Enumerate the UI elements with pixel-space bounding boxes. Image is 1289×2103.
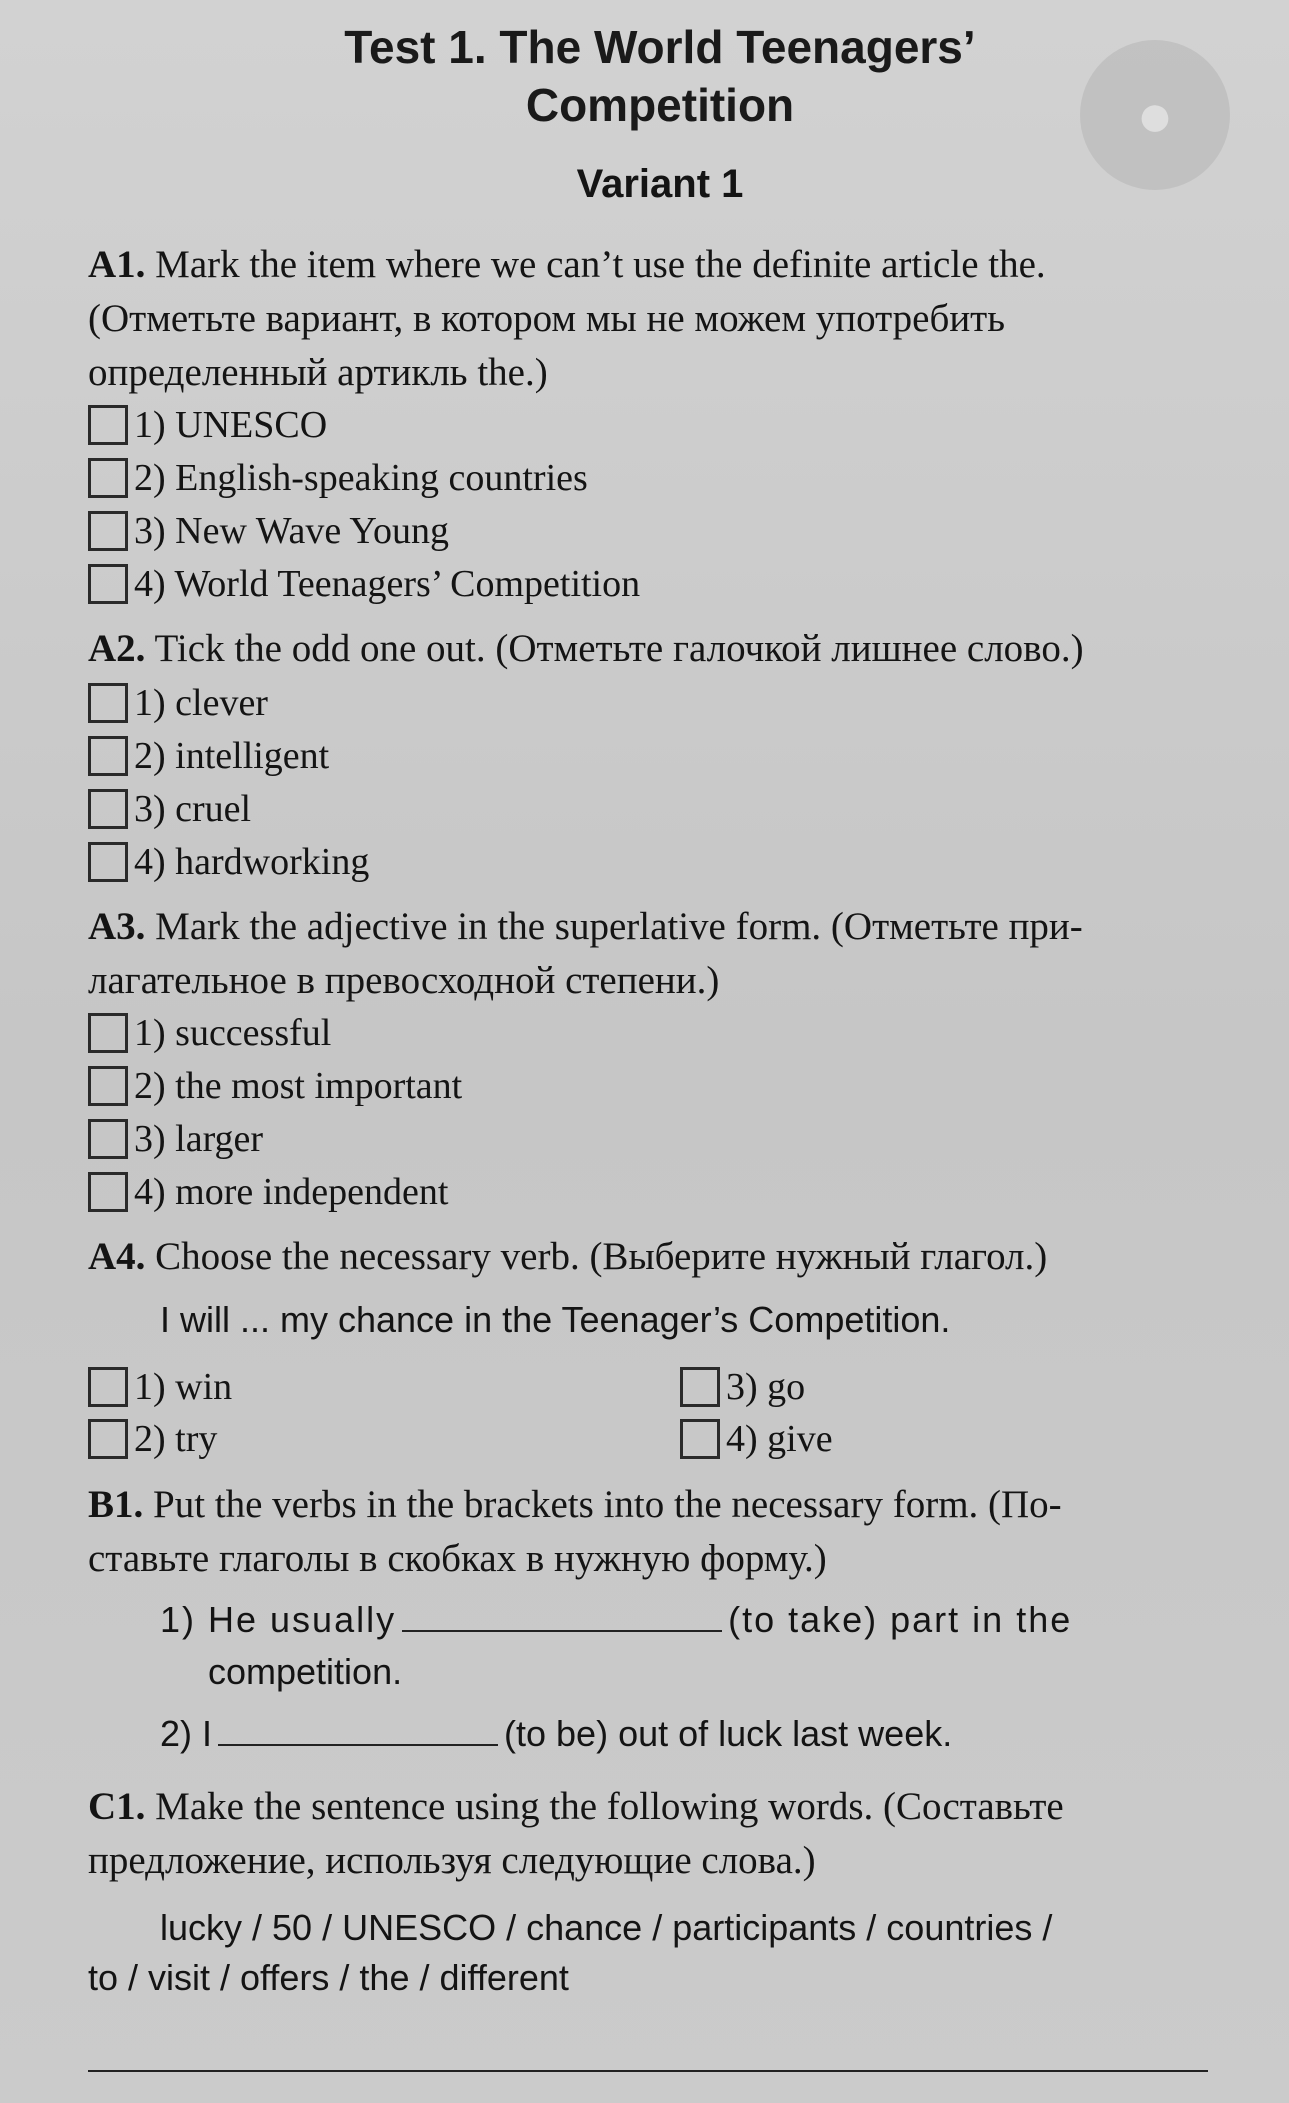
checkbox[interactable] xyxy=(88,683,128,723)
c1-text-line2: предложение, используя следующие слова.) xyxy=(88,1839,816,1882)
c1-label: C1. xyxy=(88,1785,146,1828)
checkbox[interactable] xyxy=(88,564,128,604)
a1-label: A1. xyxy=(88,243,146,286)
checkbox[interactable] xyxy=(680,1367,720,1407)
a1-option-3[interactable] xyxy=(88,508,449,554)
variant-heading: Variant 1 xyxy=(576,162,744,206)
answer-blank[interactable] xyxy=(402,1629,722,1632)
option-label: 1) successful xyxy=(134,1012,332,1054)
checkbox[interactable] xyxy=(88,789,128,829)
checkbox[interactable] xyxy=(88,842,128,882)
checkbox[interactable] xyxy=(88,1066,128,1106)
checkbox[interactable] xyxy=(88,736,128,776)
a4-question xyxy=(88,1230,1208,1284)
answer-blank[interactable] xyxy=(218,1743,498,1746)
checkbox[interactable] xyxy=(88,1119,128,1159)
checkbox[interactable] xyxy=(88,458,128,498)
option-label: 3) go xyxy=(726,1366,806,1408)
option-label: 4) give xyxy=(726,1418,833,1460)
option-label: 4) World Teenagers’ Competition xyxy=(134,563,641,605)
option-label: 1) UNESCO xyxy=(134,404,328,446)
a2-label: A2. xyxy=(88,627,146,670)
a2-option-2[interactable] xyxy=(88,733,329,779)
option-label: 1) win xyxy=(134,1366,233,1408)
page-title-line2: Competition xyxy=(525,79,795,131)
option-label: 3) larger xyxy=(134,1118,264,1160)
c1-text-line1: Make the sentence using the following words. (Составьте xyxy=(155,1785,1064,1828)
a4-label: A4. xyxy=(88,1235,146,1278)
a1-text-line1: Mark the item where we can’t use the definite article the. xyxy=(155,243,1046,286)
a2-option-3[interactable] xyxy=(88,786,251,832)
a2-question xyxy=(88,622,1208,676)
a4-option-3[interactable] xyxy=(680,1364,805,1410)
b1-item2-end: (to be) out of luck last week. xyxy=(504,1713,953,1754)
checkbox[interactable] xyxy=(680,1419,720,1459)
a4-text: Choose the necessary verb. (Выберите нужный глагол.) xyxy=(155,1235,1048,1278)
c1-words-line2: to / visit / offers / the / different xyxy=(88,1957,569,1998)
a3-option-1[interactable] xyxy=(88,1010,331,1056)
a4-option-1[interactable] xyxy=(88,1364,232,1410)
option-label: 1) clever xyxy=(134,682,268,724)
option-label: 2) intelligent xyxy=(134,735,330,777)
a2-option-4[interactable] xyxy=(88,839,369,885)
a4-option-4[interactable] xyxy=(680,1416,833,1462)
answer-line[interactable] xyxy=(88,2070,1208,2072)
a1-text-line3: определенный артикль the.) xyxy=(88,351,548,394)
b1-item1-start: 1) He usually xyxy=(160,1599,397,1640)
option-label: 2) try xyxy=(134,1418,218,1460)
b1-item-2 xyxy=(160,1710,952,1758)
b1-item1-end: (to take) part in the xyxy=(728,1599,1073,1640)
a2-text: Tick the odd one out. (Отметьте галочкой лишнее слово.) xyxy=(154,627,1084,670)
b1-item-1 xyxy=(160,1596,1210,1644)
a3-option-3[interactable] xyxy=(88,1116,263,1162)
option-label: 4) hardworking xyxy=(134,841,370,883)
option-label: 2) the most important xyxy=(134,1065,463,1107)
a1-option-1[interactable] xyxy=(88,402,327,448)
c1-words-line1: lucky / 50 / UNESCO / chance / participants / countries / xyxy=(160,1907,1053,1948)
a1-option-2[interactable] xyxy=(88,455,588,501)
b1-label: B1. xyxy=(88,1483,144,1526)
checkbox[interactable] xyxy=(88,405,128,445)
checkbox[interactable] xyxy=(88,511,128,551)
option-label: 4) more independent xyxy=(134,1171,449,1213)
checkbox[interactable] xyxy=(88,1367,128,1407)
b1-text-line2: ставьте глаголы в скобках в нужную форму.) xyxy=(88,1537,827,1580)
a3-text-line2: лагательное в превосходной степени.) xyxy=(88,959,720,1002)
checkbox[interactable] xyxy=(88,1013,128,1053)
option-label: 3) cruel xyxy=(134,788,252,830)
checkbox[interactable] xyxy=(88,1419,128,1459)
checkbox[interactable] xyxy=(88,1172,128,1212)
b1-text-line1: Put the verbs in the brackets into the necessary form. (По- xyxy=(153,1483,1062,1526)
b1-item1-cont: competition. xyxy=(208,1651,403,1692)
a4-option-2[interactable] xyxy=(88,1416,217,1462)
a3-option-4[interactable] xyxy=(88,1169,448,1215)
a1-text-line2: (Отметьте вариант, в котором мы не можем употребить xyxy=(88,297,1006,340)
b1-item2-start: 2) I xyxy=(160,1713,213,1754)
a2-option-1[interactable] xyxy=(88,680,268,726)
a3-label: A3. xyxy=(88,905,146,948)
a3-option-2[interactable] xyxy=(88,1063,462,1109)
a3-question xyxy=(88,900,1208,954)
c1-question xyxy=(88,1780,1208,1834)
publisher-logo: ● xyxy=(1080,40,1230,190)
a3-text-line1: Mark the adjective in the superlative form. (Отметьте при- xyxy=(155,905,1083,948)
option-label: 3) New Wave Young xyxy=(134,510,450,552)
option-label: 2) English-speaking countries xyxy=(134,457,588,499)
a1-option-4[interactable] xyxy=(88,561,640,607)
a1-question xyxy=(88,238,1208,292)
page-title-line1: Test 1. The World Teenagers’ xyxy=(344,21,976,73)
a4-sentence: I will ... my chance in the Teenager’s Competition. xyxy=(160,1299,951,1340)
b1-question xyxy=(88,1478,1208,1532)
